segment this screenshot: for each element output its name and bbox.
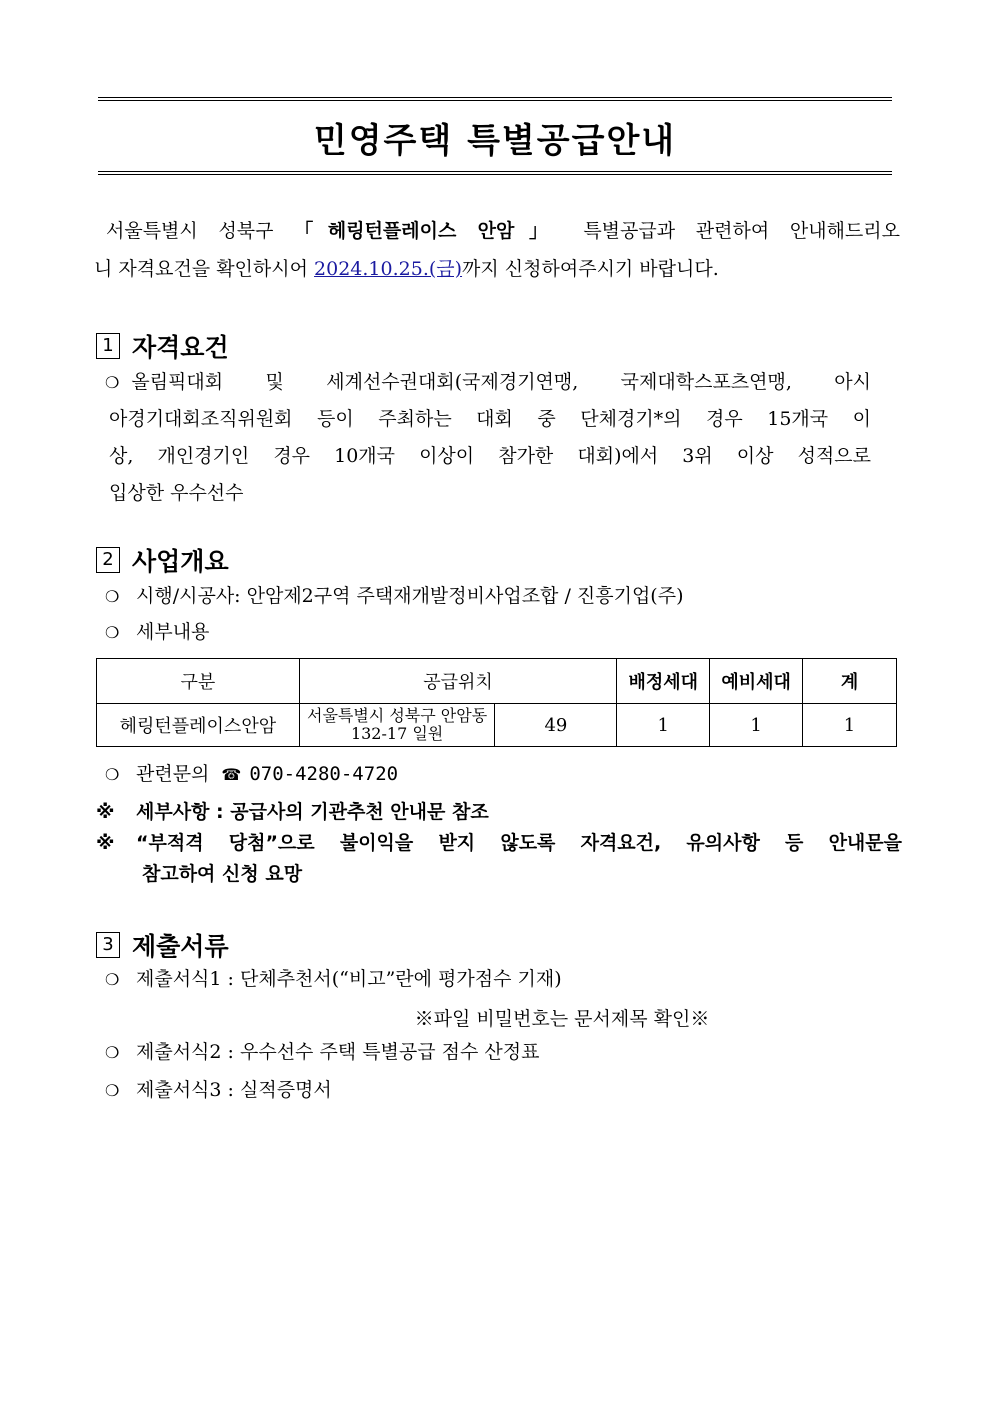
cell-reserve: 1 bbox=[710, 704, 803, 747]
document-item bbox=[105, 1034, 539, 1071]
section-number: 2 bbox=[96, 547, 120, 573]
section-title: 자격요건 bbox=[132, 333, 229, 362]
intro-text: 니 자격요건을 확인하시어 bbox=[94, 258, 308, 280]
phone-number: 070-4280-4720 bbox=[249, 763, 399, 785]
note-mark: ※ bbox=[96, 832, 115, 854]
builder-item bbox=[105, 578, 683, 615]
document-text: 제출서식3 : 실적증명서 bbox=[136, 1079, 332, 1101]
note-indent bbox=[96, 859, 136, 890]
header-reserve: 예비세대 bbox=[710, 659, 803, 704]
builder-text: 시행/시공사: 안암제2구역 주택재개발정비사업조합 / 진흥기업(주) bbox=[136, 585, 684, 607]
bullet-icon: ❍ bbox=[105, 1043, 120, 1062]
section-eligibility-heading bbox=[96, 328, 229, 364]
cell-total: 1 bbox=[803, 704, 897, 747]
note-mark: ※ bbox=[96, 801, 115, 823]
cell-address bbox=[299, 704, 495, 747]
cell-name: 헤링턴플레이스안암 bbox=[97, 704, 300, 747]
page-title: 민영주택 특별공급안내 bbox=[313, 121, 677, 161]
bullet-icon: ❍ bbox=[105, 1081, 120, 1100]
section-number: 1 bbox=[96, 333, 120, 359]
details-item bbox=[105, 614, 209, 651]
note-item-continued bbox=[96, 859, 902, 890]
cell-assigned: 1 bbox=[617, 704, 710, 747]
complex-name: 「헤링턴플레이스 안암」 bbox=[294, 220, 563, 242]
eligibility-line bbox=[105, 364, 871, 401]
note-item bbox=[96, 828, 902, 859]
header-assigned: 배정세대 bbox=[617, 659, 710, 704]
intro-text: 특별공급과 관련하여 안내해드리오 bbox=[583, 220, 900, 242]
bullet-icon: ❍ bbox=[105, 373, 120, 392]
document-item bbox=[105, 1072, 332, 1109]
note-text: “부적격 당첨”으로 불이익을 받지 않도록 자격요건, 유의사항 등 안내문을 bbox=[136, 832, 902, 854]
title-box bbox=[98, 97, 892, 175]
note-text: 세부사항 : 공급사의 기관추천 안내문 참조 bbox=[136, 801, 489, 823]
header-total: 계 bbox=[803, 659, 897, 704]
table-header-row bbox=[97, 659, 897, 704]
section-title: 제출서류 bbox=[132, 932, 229, 961]
phone-icon: ☎ bbox=[221, 765, 242, 784]
intro-line-2 bbox=[94, 250, 900, 288]
section-overview-heading bbox=[96, 542, 229, 578]
section-number: 3 bbox=[96, 932, 120, 958]
deadline-date: 2024.10.25.(금) bbox=[314, 258, 463, 280]
document-text: 제출서식2 : 우수선수 주택 특별공급 점수 산정표 bbox=[136, 1041, 540, 1063]
bullet-icon: ❍ bbox=[105, 587, 120, 606]
bullet-icon: ❍ bbox=[105, 765, 120, 784]
password-note: ※파일 비밀번호는 문서제목 확인※ bbox=[414, 1008, 710, 1030]
intro-text: 까지 신청하여주시기 바랍니다. bbox=[462, 258, 719, 280]
note-text: 참고하여 신청 요망 bbox=[142, 863, 303, 885]
supply-table bbox=[96, 658, 897, 747]
header-location: 공급위치 bbox=[299, 659, 617, 704]
contact-label: 관련문의 bbox=[136, 763, 210, 785]
eligibility-line: 입상한 우수선수 bbox=[109, 482, 244, 504]
note-item bbox=[96, 797, 902, 828]
intro-text: 서울특별시 성북구 bbox=[106, 220, 274, 242]
bullet-icon: ❍ bbox=[105, 970, 120, 989]
notes bbox=[96, 797, 902, 890]
section-documents-heading bbox=[96, 927, 229, 963]
bullet-icon: ❍ bbox=[105, 623, 120, 642]
eligibility-line: 상, 개인경기인 경우 10개국 이상이 참가한 대회)에서 3위 이상 성적으로 bbox=[109, 445, 871, 467]
eligibility-line: 아경기대회조직위원회 등이 주최하는 대회 중 단체경기*의 경우 15개국 이 bbox=[109, 408, 871, 430]
cell-units: 49 bbox=[495, 704, 617, 747]
contact-item bbox=[105, 756, 398, 793]
address-line-1: 서울특별시 성북구 안암동 bbox=[306, 706, 488, 725]
table-row bbox=[97, 704, 897, 747]
intro-line-1 bbox=[94, 212, 900, 250]
intro-paragraph bbox=[94, 212, 900, 288]
document-text: 제출서식1 : 단체추천서(“비고”란에 평가점수 기재) bbox=[136, 968, 562, 990]
section-title: 사업개요 bbox=[132, 547, 229, 576]
eligibility-line-text: 올림픽대회 및 세계선수권대회(국제경기연맹, 국제대학스포츠연맹, 아시 bbox=[131, 371, 871, 393]
eligibility-text bbox=[105, 364, 871, 512]
document-item bbox=[105, 961, 562, 998]
address-line-2: 132-17 일원 bbox=[350, 724, 444, 743]
details-label: 세부내용 bbox=[136, 621, 210, 643]
header-category: 구분 bbox=[97, 659, 300, 704]
